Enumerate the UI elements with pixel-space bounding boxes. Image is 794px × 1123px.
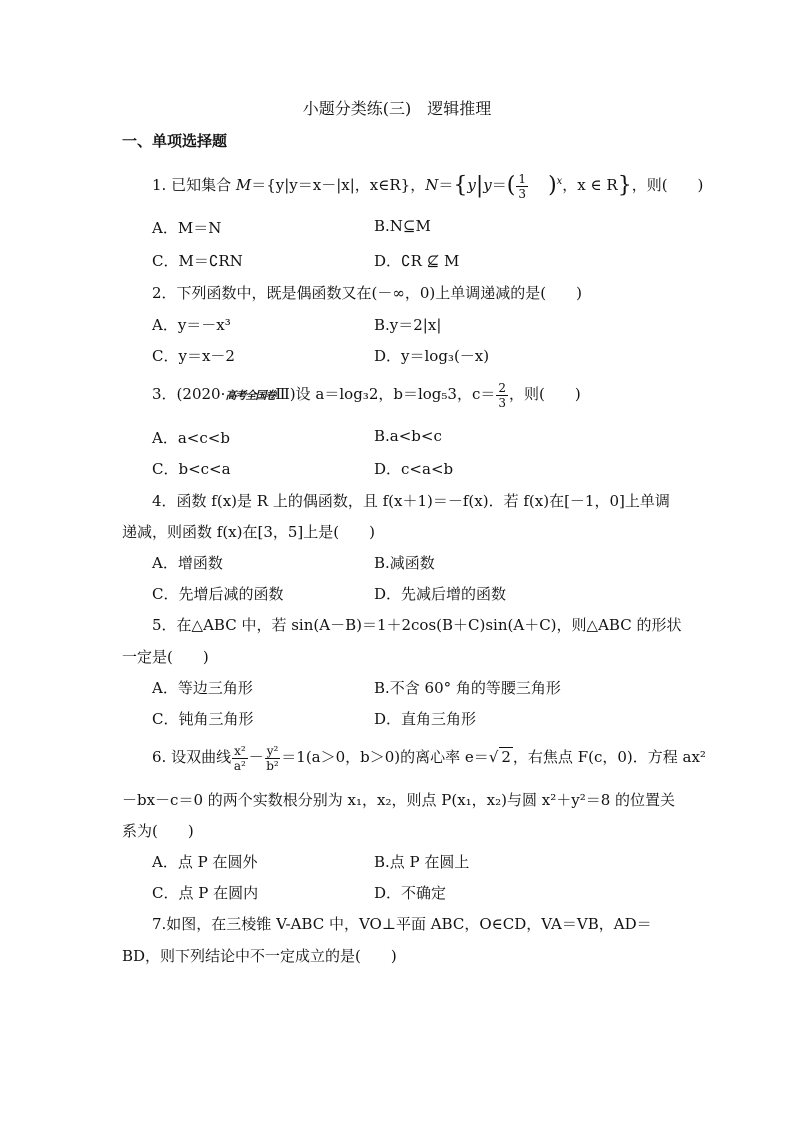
q6-option-b: B.点 P 在圆上 <box>374 853 470 871</box>
q2-option-d: D．y＝log₃(－x) <box>374 347 490 365</box>
page-title: 小题分类练(三) 逻辑推理 <box>302 99 492 118</box>
q5-option-c: C．钝角三角形 <box>152 710 254 728</box>
question-5-line-2: 一定是( ) <box>122 648 209 666</box>
q4-option-a: A．增函数 <box>152 554 223 572</box>
q1-option-a: A．M＝N <box>152 219 222 237</box>
question-7-line-2: BD，则下列结论中不一定成立的是( ) <box>122 947 397 965</box>
question-6-line-3: 系为( ) <box>122 822 194 840</box>
set-m-symbol: M <box>235 176 252 194</box>
q6-option-d: D．不确定 <box>374 884 447 902</box>
fraction-y2-b2: $\frac{\text{y²}}{\text{b²}}$ <box>266 743 279 773</box>
fraction-two-thirds: $\frac{2}{3}$ <box>498 380 506 410</box>
question-2: 2．下列函数中，既是偶函数又在(－∞，0)上单调递减的是( ) <box>152 284 582 302</box>
q1-option-d: D．∁R ⊈ M <box>374 252 460 270</box>
q4-option-c: C．先增后减的函数 <box>152 585 284 603</box>
sqrt-value: 2 <box>501 748 511 766</box>
question-3: 3．(2020·高考全国卷Ⅲ)设 a＝log₃2，b＝log₅3，c＝ $\frac{2}{3}$ ，则( ) <box>152 380 581 410</box>
q2-option-c: C．y＝x－2 <box>152 347 235 365</box>
set-m-definition: ＝{y|y＝x－|x|，x∈R}， <box>251 176 426 194</box>
question-6-line-2: －bx－c＝0 的两个实数根分别为 x₁，x₂，则点 P(x₁，x₂)与圆 x²＋y²＝8 的位置关 <box>122 791 676 809</box>
q2-option-b: B.y＝2|x| <box>374 316 442 334</box>
fraction-one-third: $\frac{1}{3}$ <box>518 171 526 201</box>
q2-option-a: A．y＝－x³ <box>152 316 231 334</box>
q6-option-a: A．点 P 在圆外 <box>152 853 258 871</box>
source-stamp: 高考全国卷 <box>225 389 276 402</box>
q5-option-a: A．等边三角形 <box>152 679 253 697</box>
section-heading: 一、单项选择题 <box>122 132 228 150</box>
question-4-line-1: 4．函数 f(x)是 R 上的偶函数，且 f(x＋1)＝－f(x)．若 f(x)在[－1，0]上单调 <box>152 492 670 510</box>
question-7-line-1: 7.如图，在三棱锥 V-ABC 中，VO⊥平面 ABC，O∈CD，VA＝VB，AD＝ <box>152 915 652 933</box>
q3-option-b: B.a<b<c <box>374 427 442 445</box>
sqrt-symbol: √ <box>488 748 499 766</box>
q1-option-c: C．M＝∁RN <box>152 252 243 270</box>
q3-option-c: C．b<c<a <box>152 460 231 478</box>
question-1: 1. 已知集合 M＝{y|y＝x－|x|，x∈R}，N＝{y|y＝( $\frac{1}{3}$ )$^x$，x ∈ R}，则( ) <box>152 171 704 201</box>
q3-option-d: D．c<a<b <box>374 460 454 478</box>
q5-option-b: B.不含 60° 角的等腰三角形 <box>374 679 561 697</box>
q1-option-b: B.N⊆M <box>374 217 431 235</box>
q4-option-b: B.减函数 <box>374 554 435 572</box>
set-n-symbol: N <box>425 176 439 194</box>
q4-option-d: D．先减后增的函数 <box>374 585 507 603</box>
question-6-line-1: 6. 设双曲线 $\frac{\text{x²}}{\text{a²}}$ － $\frac{\text{y²}}{\text{b²}}$ ＝1(a＞0，b＞0)的离心率 e＝√ 2 ，右焦点 F(c，0)．方程 ax² <box>152 743 706 773</box>
question-4-line-2: 递减，则函数 f(x)在[3，5]上是( ) <box>122 523 375 541</box>
q6-option-c: C．点 P 在圆内 <box>152 884 259 902</box>
q3-option-a: A．a<c<b <box>152 429 230 447</box>
fraction-x2-a2: $\frac{\text{x²}}{\text{a²}}$ <box>233 743 246 773</box>
q5-option-d: D．直角三角形 <box>374 710 477 728</box>
question-5-line-1: 5．在△ABC 中，若 sin(A－B)＝1＋2cos(B＋C)sin(A＋C)，则△ABC 的形状 <box>152 616 682 634</box>
